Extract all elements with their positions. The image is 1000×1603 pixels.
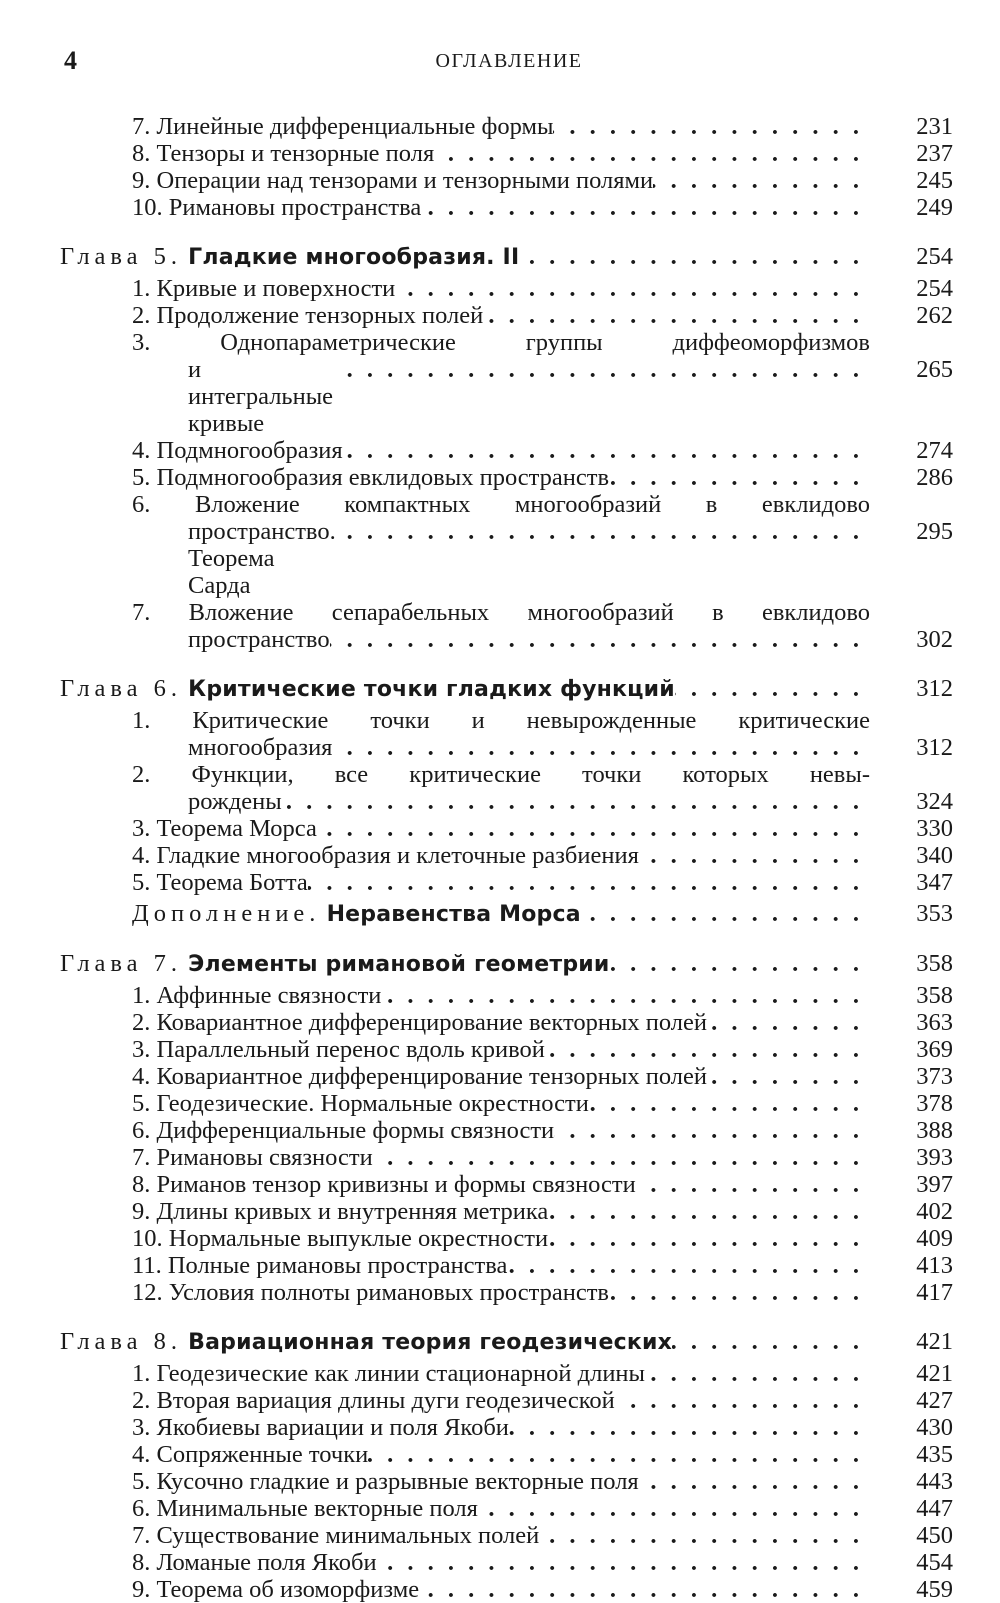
dot-leader: [343, 437, 863, 464]
toc-entry-page: 413: [916, 1252, 953, 1279]
dot-leader: [548, 1198, 863, 1225]
dot-leader: [589, 1090, 863, 1117]
dot-leader: [653, 167, 863, 194]
toc-entry-title: 8. Тензоры и тензорные поля: [132, 140, 435, 167]
toc-entry-title: [60, 675, 675, 703]
toc-entry-page: 454: [916, 1549, 953, 1576]
toc-entry[interactable]: [60, 1009, 953, 1036]
toc-entry-title: 2. Ковариантное дифференцирование векторных полей: [132, 1009, 708, 1036]
toc-entry-title-line2: пространство: [188, 626, 330, 653]
toc-entry[interactable]: [60, 302, 953, 329]
toc-appendix[interactable]: [60, 900, 953, 928]
dot-leader: [421, 194, 863, 221]
toc-entry[interactable]: [60, 1279, 953, 1306]
toc-entry-page: 388: [916, 1117, 953, 1144]
toc-entry[interactable]: [60, 761, 953, 815]
toc-entry[interactable]: [60, 1576, 953, 1603]
toc-entry-page: 324: [916, 788, 953, 815]
toc-entry-page: 245: [916, 167, 953, 194]
chapter-title: Критические точки гладких функций: [188, 677, 675, 702]
dot-leader: [639, 842, 863, 869]
toc-entry[interactable]: [60, 599, 953, 653]
toc-entry[interactable]: [60, 1495, 953, 1522]
toc-entry-page: 378: [916, 1090, 953, 1117]
toc-entry-title: [60, 243, 519, 271]
toc-entry[interactable]: [60, 982, 953, 1009]
toc-entry-title: 3. Параллельный перенос вдоль кривой: [132, 1036, 545, 1063]
toc-entry-page: 373: [916, 1063, 953, 1090]
toc-entry-title: 6. Дифференциальные формы связности: [132, 1117, 555, 1144]
toc-entry-page: 254: [916, 243, 953, 270]
toc-entry-line2: [60, 518, 953, 599]
dot-leader: [636, 1171, 863, 1198]
toc-entry-title: 9. Теорема об изоморфизме: [132, 1576, 420, 1603]
toc-entry[interactable]: [60, 1441, 953, 1468]
toc-entry-title: 4. Ковариантное дифференцирование тензорных полей: [132, 1063, 707, 1090]
toc-entry-title-line2: и интегральные кривые: [188, 356, 334, 437]
dot-leader: [615, 1387, 863, 1414]
chapter-title: Элементы римановой геометрии: [188, 952, 610, 977]
chapter-label: Глава 7.: [60, 950, 183, 977]
dot-leader: [519, 243, 863, 270]
dot-leader: [609, 464, 863, 491]
toc-entry-page: 286: [916, 464, 953, 491]
dot-leader: [330, 626, 863, 653]
toc-entry-title: 9. Операции над тензорами и тензорными полями: [132, 167, 654, 194]
dot-leader: [332, 734, 863, 761]
dot-leader: [707, 1009, 863, 1036]
dot-leader: [707, 1063, 863, 1090]
toc-entry[interactable]: [60, 1387, 953, 1414]
toc-entry-title-line2: рождены: [188, 788, 282, 815]
toc-entry-title: 7. Существование минимальных полей: [132, 1522, 540, 1549]
toc-entry[interactable]: [60, 1090, 953, 1117]
toc-entry-title: 1. Кривые и поверхности: [132, 275, 396, 302]
toc-entry-title: [60, 1328, 672, 1356]
toc-entry-page: 330: [916, 815, 953, 842]
toc-entry-title: 9. Длины кривых и внутренняя метрика: [132, 1198, 549, 1225]
toc-entry-page: 237: [916, 140, 953, 167]
toc-entry-title: 8. Ломаные поля Якоби: [132, 1549, 377, 1576]
toc-entry-title-line2: многообразия: [188, 734, 333, 761]
dot-leader: [419, 1576, 863, 1603]
dot-leader: [478, 1495, 863, 1522]
dot-leader: [672, 1328, 863, 1355]
toc-entry-page: 358: [916, 950, 953, 977]
toc-entry-line2: [60, 356, 953, 437]
dot-leader: [282, 788, 863, 815]
page-header: [64, 46, 954, 80]
toc-entry[interactable]: [60, 464, 953, 491]
chapter-title: Вариационная теория геодезических: [188, 1330, 673, 1355]
toc-entry-title: 5. Кусочно гладкие и разрывные векторные поля: [132, 1468, 639, 1495]
dot-leader: [548, 1225, 863, 1252]
toc-entry-page: 295: [916, 518, 953, 545]
dot-leader: [554, 1117, 863, 1144]
toc-chapter[interactable]: [60, 1328, 953, 1356]
toc-entry-title: 11. Полные римановы пространства: [132, 1252, 508, 1279]
toc-chapter[interactable]: [60, 243, 953, 271]
toc-entry[interactable]: [60, 437, 953, 464]
toc-entry-page: 459: [916, 1576, 953, 1603]
toc-entry-page: 340: [916, 842, 953, 869]
toc-entry[interactable]: [60, 1063, 953, 1090]
toc-entry[interactable]: [60, 113, 953, 140]
toc-entry-page: 353: [916, 900, 953, 927]
page-number: 4: [64, 46, 77, 75]
toc-entry-title: 2. Продолжение тензорных полей: [132, 302, 484, 329]
toc-entry-title-line1: 6. Вложение компактных многообразий в евклидово: [132, 491, 870, 518]
toc-chapter[interactable]: [60, 675, 953, 703]
dot-leader: [645, 1360, 863, 1387]
toc-entry-title: 1. Геодезические как линии стационарной длины: [132, 1360, 646, 1387]
toc-entry-title: 4. Подмногообразия: [132, 437, 343, 464]
toc-entry-page: 262: [916, 302, 953, 329]
toc-entry[interactable]: [60, 167, 953, 194]
dot-leader: [317, 815, 863, 842]
toc-entry-title: 12. Условия полноты римановых пространств: [132, 1279, 609, 1306]
toc-entry-title-line1: 7. Вложение сепарабельных многообразий в евклидово: [132, 599, 870, 626]
dot-leader: [381, 982, 863, 1009]
toc-entry-title: 10. Нормальные выпуклые окрестности: [132, 1225, 549, 1252]
toc-entry[interactable]: [60, 1225, 953, 1252]
running-title: ОГЛАВЛЕНИЕ: [435, 50, 583, 72]
chapter-title: Гладкие многообразия. II: [188, 245, 520, 270]
dot-leader: [373, 1144, 863, 1171]
dot-leader: [368, 1441, 863, 1468]
toc-entry-page: 427: [916, 1387, 953, 1414]
toc-entry-title: 2. Вторая вариация длины дуги геодезической: [132, 1387, 615, 1414]
toc-entry-title: [60, 950, 610, 978]
toc-entry[interactable]: [60, 1468, 953, 1495]
toc-entry-line2: [60, 734, 953, 761]
dot-leader: [545, 1036, 863, 1063]
toc-entry-title: [60, 900, 581, 928]
toc-entry-title: 5. Теорема Ботта: [132, 869, 308, 896]
toc-entry-title-line1: 3. Однопараметрические группы диффеоморфизмов: [132, 329, 870, 356]
toc-entry-title: 5. Геодезические. Нормальные окрестности: [132, 1090, 589, 1117]
dot-leader: [609, 1279, 863, 1306]
toc-entry-page: 450: [916, 1522, 953, 1549]
toc-entry[interactable]: [60, 707, 953, 761]
toc-entry[interactable]: [60, 842, 953, 869]
toc-entry[interactable]: [60, 1198, 953, 1225]
toc-entry-page: 312: [916, 675, 953, 702]
toc-entry-page: 265: [916, 356, 953, 383]
toc-entry[interactable]: [60, 491, 953, 599]
chapter-label: Дополнение.: [132, 900, 321, 927]
toc-entry[interactable]: [60, 869, 953, 896]
toc-entry-title: 3. Теорема Морса: [132, 815, 317, 842]
toc-entry-title-line1: 1. Критические точки и невырожденные критические: [132, 707, 870, 734]
toc-entry[interactable]: [60, 1522, 953, 1549]
toc-entry-page: 369: [916, 1036, 953, 1063]
chapter-label: Глава 5.: [60, 243, 183, 270]
toc-entry-title: 7. Римановы связности: [132, 1144, 373, 1171]
toc-entry-title: 5. Подмногообразия евклидовых пространств: [132, 464, 610, 491]
toc-entry-title: 4. Сопряженные точки: [132, 1441, 369, 1468]
toc-entry-page: 274: [916, 437, 953, 464]
toc-entry[interactable]: [60, 1360, 953, 1387]
dot-leader: [395, 275, 863, 302]
dot-leader: [610, 950, 863, 977]
toc-entry-line2: [60, 788, 953, 815]
toc-entry-page: 443: [916, 1468, 953, 1495]
toc-entry-line2: [60, 626, 953, 653]
dot-leader: [434, 140, 863, 167]
toc-entry-title-line1: 2. Функции, все критические точки которых невы-: [132, 761, 870, 788]
dot-leader: [539, 1522, 863, 1549]
dot-leader: [639, 1468, 863, 1495]
toc-entry-page: 358: [916, 982, 953, 1009]
chapter-title: Неравенства Морса: [326, 902, 581, 927]
toc-entry-title: 1. Аффинные связности: [132, 982, 382, 1009]
toc-entry-page: 312: [916, 734, 953, 761]
toc-chapter[interactable]: [60, 950, 953, 978]
dot-leader: [581, 900, 863, 927]
toc-entry[interactable]: [60, 1144, 953, 1171]
toc-entry[interactable]: [60, 1117, 953, 1144]
toc-entry-title: 8. Риманов тензор кривизны и формы связности: [132, 1171, 636, 1198]
toc-entry-page: 393: [916, 1144, 953, 1171]
table-of-contents: [60, 113, 953, 1603]
toc-entry-page: 231: [916, 113, 953, 140]
toc-entry[interactable]: [60, 815, 953, 842]
toc-entry[interactable]: [60, 1414, 953, 1441]
toc-entry-page: 402: [916, 1198, 953, 1225]
toc-entry-page: 363: [916, 1009, 953, 1036]
toc-entry-page: 421: [916, 1360, 953, 1387]
toc-entry-title: 4. Гладкие многообразия и клеточные разбиения: [132, 842, 639, 869]
toc-entry-page: 417: [916, 1279, 953, 1306]
dot-leader: [509, 1414, 863, 1441]
toc-entry-page: 302: [916, 626, 953, 653]
dot-leader: [333, 356, 863, 383]
toc-entry[interactable]: [60, 1549, 953, 1576]
toc-entry-title: 6. Минимальные векторные поля: [132, 1495, 478, 1522]
dot-leader: [483, 302, 863, 329]
toc-entry-page: 397: [916, 1171, 953, 1198]
toc-entry-page: 430: [916, 1414, 953, 1441]
dot-leader: [308, 869, 863, 896]
toc-entry[interactable]: [60, 1252, 953, 1279]
toc-entry-page: 409: [916, 1225, 953, 1252]
toc-entry[interactable]: [60, 140, 953, 167]
toc-entry-page: 421: [916, 1328, 953, 1355]
toc-entry[interactable]: [60, 1171, 953, 1198]
toc-entry-title: 10. Римановы пространства: [132, 194, 422, 221]
chapter-label: Глава 8.: [60, 1328, 183, 1355]
toc-entry[interactable]: [60, 275, 953, 302]
toc-entry-title-line2: пространство. Теорема Сарда: [188, 518, 336, 599]
toc-entry-page: 249: [916, 194, 953, 221]
dot-leader: [507, 1252, 863, 1279]
chapter-label: Глава 6.: [60, 675, 183, 702]
toc-entry-page: 435: [916, 1441, 953, 1468]
toc-entry[interactable]: [60, 194, 953, 221]
dot-leader: [675, 675, 863, 702]
toc-entry-page: 347: [916, 869, 953, 896]
dot-leader: [553, 113, 863, 140]
dot-leader: [336, 518, 863, 545]
toc-entry-title: 3. Якобиевы вариации и поля Якоби: [132, 1414, 509, 1441]
toc-entry[interactable]: [60, 1036, 953, 1063]
dot-leader: [377, 1549, 863, 1576]
toc-entry-page: 447: [916, 1495, 953, 1522]
toc-entry-page: 254: [916, 275, 953, 302]
toc-entry-title: 7. Линейные дифференциальные формы: [132, 113, 554, 140]
toc-entry[interactable]: [60, 329, 953, 437]
